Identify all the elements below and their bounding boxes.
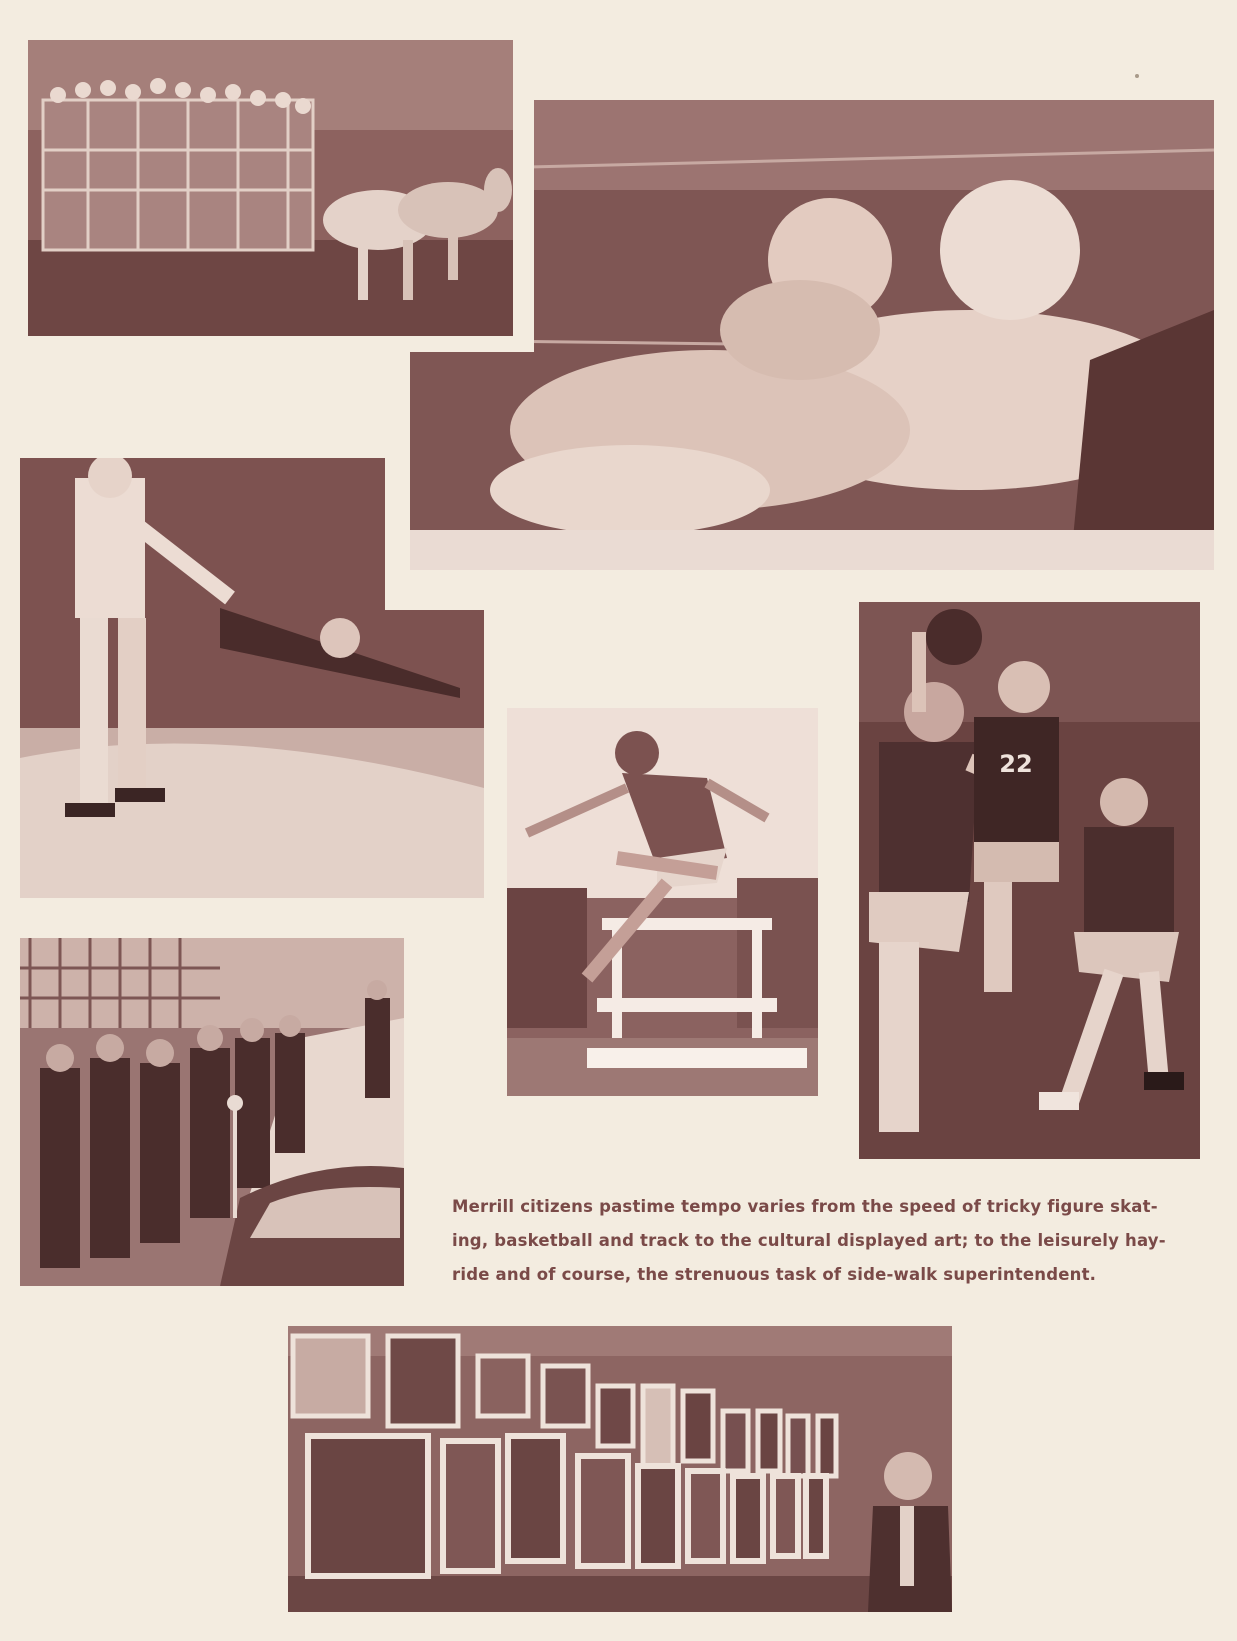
caption-line-3: ride and of course, the strenuous task of side-walk superintendent. (452, 1265, 1097, 1284)
page-caption (452, 1190, 1210, 1292)
hurdle-photo (507, 708, 818, 1096)
art-exhibit-photo (288, 1326, 952, 1612)
caption-line-1: Merrill citizens pastime tempo varies from the speed of tricky figure skat- (452, 1197, 1158, 1216)
basketball-photo (859, 602, 1200, 1159)
caption-line-2: ing, basketball and track to the cultural displayed art; to the leisurely hay- (452, 1231, 1166, 1250)
sidewalk-superintendents-photo (20, 938, 404, 1286)
wrestling-photo (410, 100, 1214, 570)
figure-skating-photo (20, 458, 484, 898)
paper-speck (1135, 74, 1139, 78)
jersey-number: 22 (999, 750, 1033, 778)
